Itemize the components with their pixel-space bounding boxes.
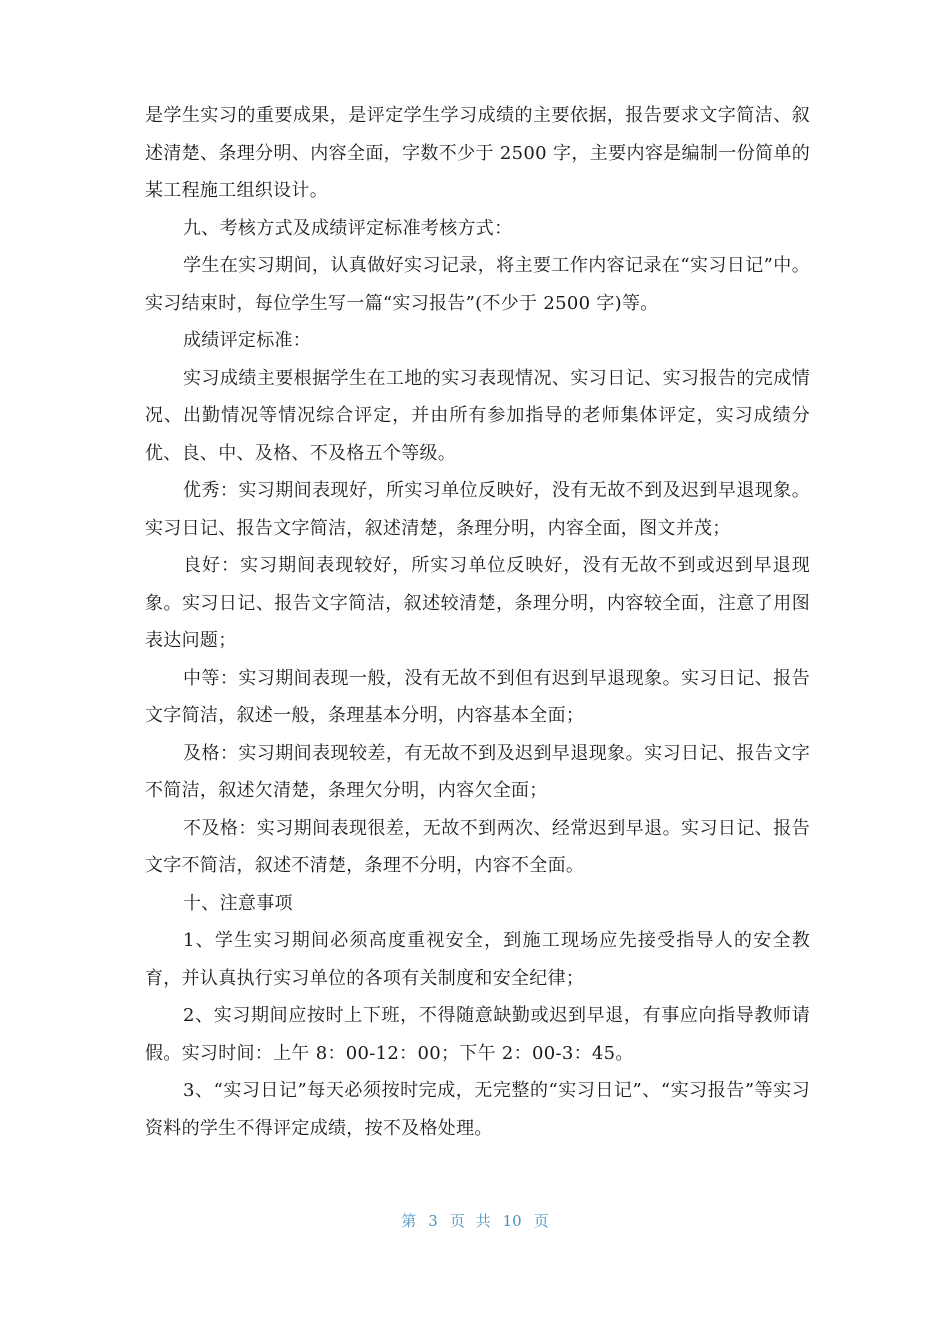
paragraph: 实习成绩主要根据学生在工地的实习表现情况、实习日记、实习报告的完成情况、出勤情况等情况综合评定，并由所有参加指导的老师集体评定，实习成绩分优、良、中、及格、不及格五个等级。 [145,367,810,464]
paragraph: 是学生实习的重要成果，是评定学生学习成绩的主要依据，报告要求文字简洁、叙述清楚、条理分明、内容全面，字数不少于 2500 字，主要内容是编制一份简单的某工程施工组织设计。 [145,105,810,201]
grade-excellent: 优秀：实习期间表现好，所实习单位反映好，没有无故不到及迟到早退现象。实习日记、报告文字简洁，叙述清楚，条理分明，内容全面，图文并茂； [145,480,810,539]
footer-middle: 页 共 [449,1212,491,1230]
grade-pass: 及格：实习期间表现较差，有无故不到及迟到早退现象。实习日记、报告文字不简洁，叙述欠清楚，条理欠分明，内容欠全面； [145,742,810,801]
footer-page-number: 3 [428,1212,438,1230]
section-heading-notes: 十、注意事项 [183,892,293,914]
note-item: 2、实习期间应按时上下班，不得随意缺勤或迟到早退，有事应向指导教师请假。实习时间：上午 8：00-12：00；下午 2：00-3：45。 [145,1005,810,1064]
grade-fail: 不及格：实习期间表现很差，无故不到两次、经常迟到早退。实习日记、报告文字不简洁，叙述不清楚，条理不分明，内容不全面。 [145,817,810,876]
footer-prefix: 第 [401,1212,417,1230]
section-heading-assessment: 九、考核方式及成绩评定标准考核方式： [183,217,513,239]
footer-total-pages: 10 [502,1212,522,1230]
paragraph: 学生在实习期间，认真做好实习记录，将主要工作内容记录在“实习日记”中。实习结束时，每位学生写一篇“实习报告”(不少于 2500 字)等。 [145,255,810,314]
grade-medium: 中等：实习期间表现一般，没有无故不到但有迟到早退现象。实习日记、报告文字简洁，叙述一般，条理基本分明，内容基本全面； [145,667,810,726]
note-item: 3、“实习日记”每天必须按时完成，无完整的“实习日记”、“实习报告”等实习资料的学生不得评定成绩，按不及格处理。 [145,1080,810,1139]
note-item: 1、学生实习期间必须高度重视安全，到施工现场应先接受指导人的安全教育，并认真执行实习单位的各项有关制度和安全纪律； [145,930,810,989]
grade-good: 良好：实习期间表现较好，所实习单位反映好，没有无故不到或迟到早退现象。实习日记、报告文字简洁，叙述较清楚，条理分明，内容较全面，注意了用图表达问题； [145,555,810,651]
footer-suffix: 页 [533,1212,549,1230]
document-body [145,97,810,1147]
page-footer [0,1210,950,1231]
subheading-grading-standard: 成绩评定标准： [183,330,312,351]
